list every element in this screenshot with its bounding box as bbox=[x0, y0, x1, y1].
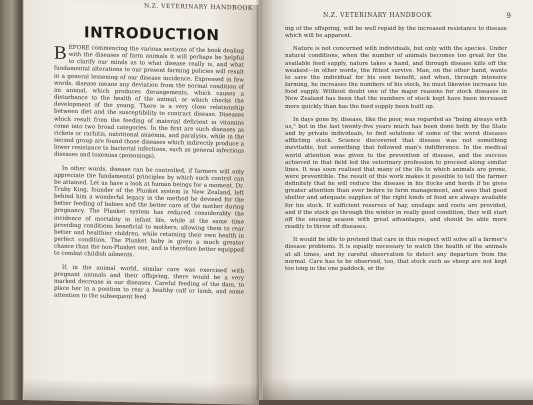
page-number: 9 bbox=[506, 12, 511, 20]
left-body-text bbox=[54, 42, 244, 304]
right-paragraph-1: ing of the offspring, will be well repaid by the increased resistance to disease which will be apparent. bbox=[285, 26, 507, 40]
right-paragraph-4: It would be idle to pretend that care in this respect will solve all a farmer's disease problems. It is equally necessary to watch the health of the animals at all times, and by careful observation to detect any departure from the normal. Care has to be observed, too, that stock such as sheep are not kept too long in the one paddock, or the bbox=[285, 237, 507, 272]
left-paragraph-3: If, in the animal world, similar care was exercised with pregnant animals and their offspring, there would be a very marked decrease in our diseases. Careful feeding of the dam, to place her in a position to rear a healthy calf or lamb, and some attention to the subsequent feed bbox=[54, 264, 244, 301]
page-title: INTRODUCTION bbox=[84, 23, 220, 45]
right-body-text bbox=[285, 26, 507, 273]
left-running-head: N.Z. VETERINARY HANDBOOK bbox=[144, 2, 253, 12]
left-paragraph-2: In other words, disease can be controlled, if farmers will only appreciate the fundamental principles by which such control can be attained. Let us have a look at human beings for a moment. Dr. Truby King, founder of the Plunket system in New Zealand, left behind him a wonderful legacy in the method he devised for the better feeding of babies and the better care of the mother during pregnancy. The Plunket system has reduced considerably the incidence of mortality in infant life, while at the same time providing conditions beneficial to mothers, allowing them to rear better and healthier children, while retaining their own health in perfect condition. The Plunket baby is given a much greater chance than the non-Plunket one, and is therefore better equipped to combat childish ailments. bbox=[54, 165, 244, 259]
right-page bbox=[263, 0, 533, 400]
right-paragraph-3: In days gone by, disease, like the poor, was regarded as "being always with us," but in the last twenty-five years much has been done both by the State and by private individuals, to find solutions of some of the worst diseases afflicting stock. Science discovered that disease was not something inevitable, but something that followed man's indifference. In the medical world attention was given to the prevention of disease, and the success achieved in that field led the veterinary profession to proceed along similar lines. It was soon realised that many of the ills to which animals are prone, were preventible. The result of this work makes it possible to tell the farmer definitely that he will reduce the disease in his flocks and herds if he gives greater attention than ever before to farm management, and sees that good shelter and adequate supplies of the right kinds of food are always available for his stock. If sufficient reserves of hay, ensilage and roots are provided, and if the stock go through the winter in really good condition, they will start off the ensuing season with great advantages, and should be able more readily to throw off diseases. bbox=[285, 116, 507, 231]
drop-cap: B bbox=[54, 42, 67, 64]
left-paragraph-1: BEFORE commencing the various sections of the book dealing with the diseases of farm animals it will perhaps be helpful to clarify our minds as to what disease really is, and what fundamental alterations to our present farming policies will result in a general lessening of our disease incidence. Expressed in few words, disease means any deviation from the normal condition of an animal, which produces derangements, which causes a disturbance to the health of the animal, or which checks the development of the young. There is a very close relationship between diet and the susceptibility to contract disease. Diseases which result from the feeding of material deficient in vitamins come into two broad categories. In the first are such diseases as rickets or rachitis, nutritional anaemia, and paralysis, while in the second group are found those diseases which indirectly produce a lower resistance to bacterial infections, such as general infectious diseases and toxemias (poisonings). bbox=[54, 42, 244, 161]
left-page bbox=[24, 0, 259, 405]
right-running-head: N.Z. VETERINARY HANDBOOK bbox=[323, 12, 432, 19]
right-paragraph-2: Nature is not concerned with individuals, but only with the species. Under natural conditions, when the number of animals becomes too great for the available feed supply, nature takes a hand, and through disease kills off the weakest—in other words, the fittest survive. Man, on the other hand, wants to save the individual for his own benefit, and when, through intensive farming, he increases the numbers of his stock, he must likewise increase his food supply. Without doubt one of the major reasons for stock diseases in New Zealand has been that the numbers of stock kept have been increased more quickly than has the feed supply been built up. bbox=[285, 46, 507, 110]
